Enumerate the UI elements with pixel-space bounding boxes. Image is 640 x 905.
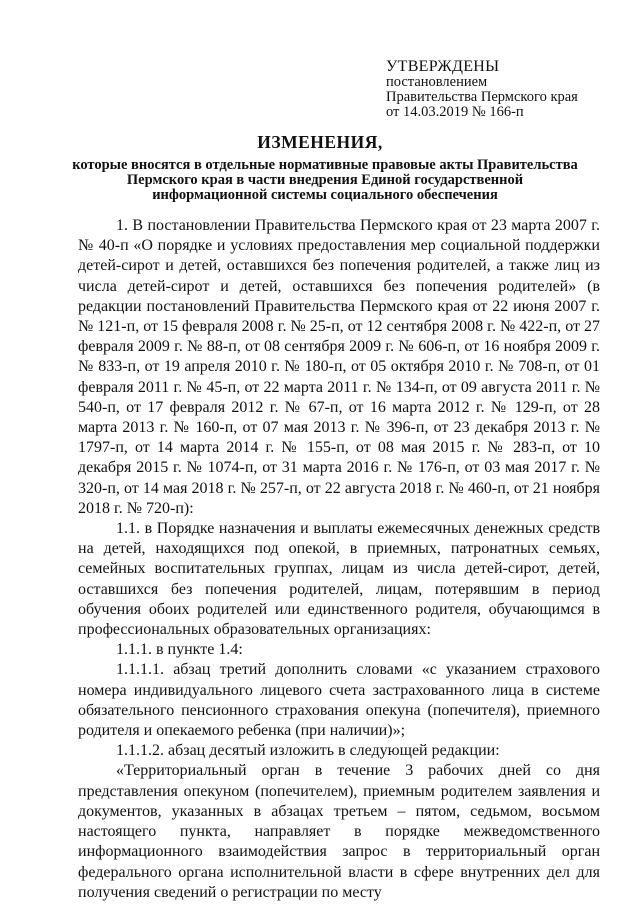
paragraph: 1.1.1. в пункте 1.4: — [116, 641, 243, 659]
paragraph: 1. В постановлении Правительства Пермского края от 23 марта 2007 г. № 40-п «О порядке и условиях предоставления мер социальной поддержки детей-сирот и детей, оставшихся без попечения родителей, а также лиц из числа детей-сирот и детей, оставшихся без попечения родителей» (в редакции постановлений Правительства Пермского края от 22 июня 2007 г. № 121-п, от 15 февраля 2008 г. № 25-п, от 12 сентября 2008 г. № 422-п, от 27 февраля 2009 г. № 88-п, от 08 сентября 2009 г. № 606-п, от 16 ноября 2009 г. № 833-п, от 19 апреля 2010 г. № 180-п, от 05 октября 2010 г. № 708-п, от 01 февраля 2011 г. № 45-п, от 22 марта 2011 г. № 134-п, от 09 августа 2011 г. № 540-п, от 17 февраля 2012 г. № 67-п, от 16 марта 2012 г. № 129-п, от 28 марта 2013 г. № 160-п, от 07 мая 2013 г. № 396-п, от 23 декабря 2013 г. № 1797-п, от 14 марта 2014 г. № 155-п, от 08 мая 2015 г. № 283-п, от 10 декабря 2015 г. № 1074-п, от 31 марта 2016 г. № 176-п, от 03 мая 2017 г. № 320-п, от 14 мая 2018 г. № 257-п, от 22 августа 2018 г. № 460-п, от 21 ноября 2018 г. № 720-п): — [78, 217, 600, 517]
document-subtitle: которые вносятся в отдельные нормативные правовые акты Правительства Пермского края в части внедрения Единой государственной информационной системы социального обеспечения — [72, 157, 578, 203]
paragraph: «Территориальный орган в течение 3 рабочих дней со дня представления опекуном (попечителем), приемным родителем заявления и документов, указанных в абзацах третьем – пятом, седьмом, восьмом настоящего пункта, направляет в порядке межведомственного информационного взаимодействия запрос в территориальный орган федерального органа исполнительной власти в сфере внутренних дел для получения сведений о регистрации по месту — [78, 762, 600, 901]
approval-line: от 14.03.2019 № 166-п — [386, 104, 524, 120]
approval-block — [386, 58, 626, 120]
paragraph: 1.1. в Порядке назначения и выплаты ежемесячных денежных средств на детей, находящихся под опекой, в приемных, патронатных семьях, семейных воспитательных группах, лицам из числа детей-сирот, детей, оставшихся без попечения родителей, лицам, потерявшим в период обучения обоих родителей или единственного родителя, обучающимся в профессиональных образовательных организациях: — [78, 520, 600, 639]
document-title: ИЗМЕНЕНИЯ, — [257, 132, 383, 152]
approval-line: постановлением — [386, 74, 488, 90]
paragraph: 1.1.1.1. абзац третий дополнить словами «с указанием страхового номера индивидуального лицевого счета застрахованного лица в системе обязательного пенсионного страхования опекуна (попечителя), приемного родителя и опекаемого ребенка (при наличии)»; — [78, 661, 600, 740]
approval-line: Правительства Пермского края — [386, 89, 578, 105]
approval-heading: УТВЕРЖДЕНЫ — [386, 58, 500, 75]
paragraph: 1.1.1.2. абзац десятый изложить в следующей редакции: — [116, 742, 500, 760]
document-body — [78, 216, 600, 903]
